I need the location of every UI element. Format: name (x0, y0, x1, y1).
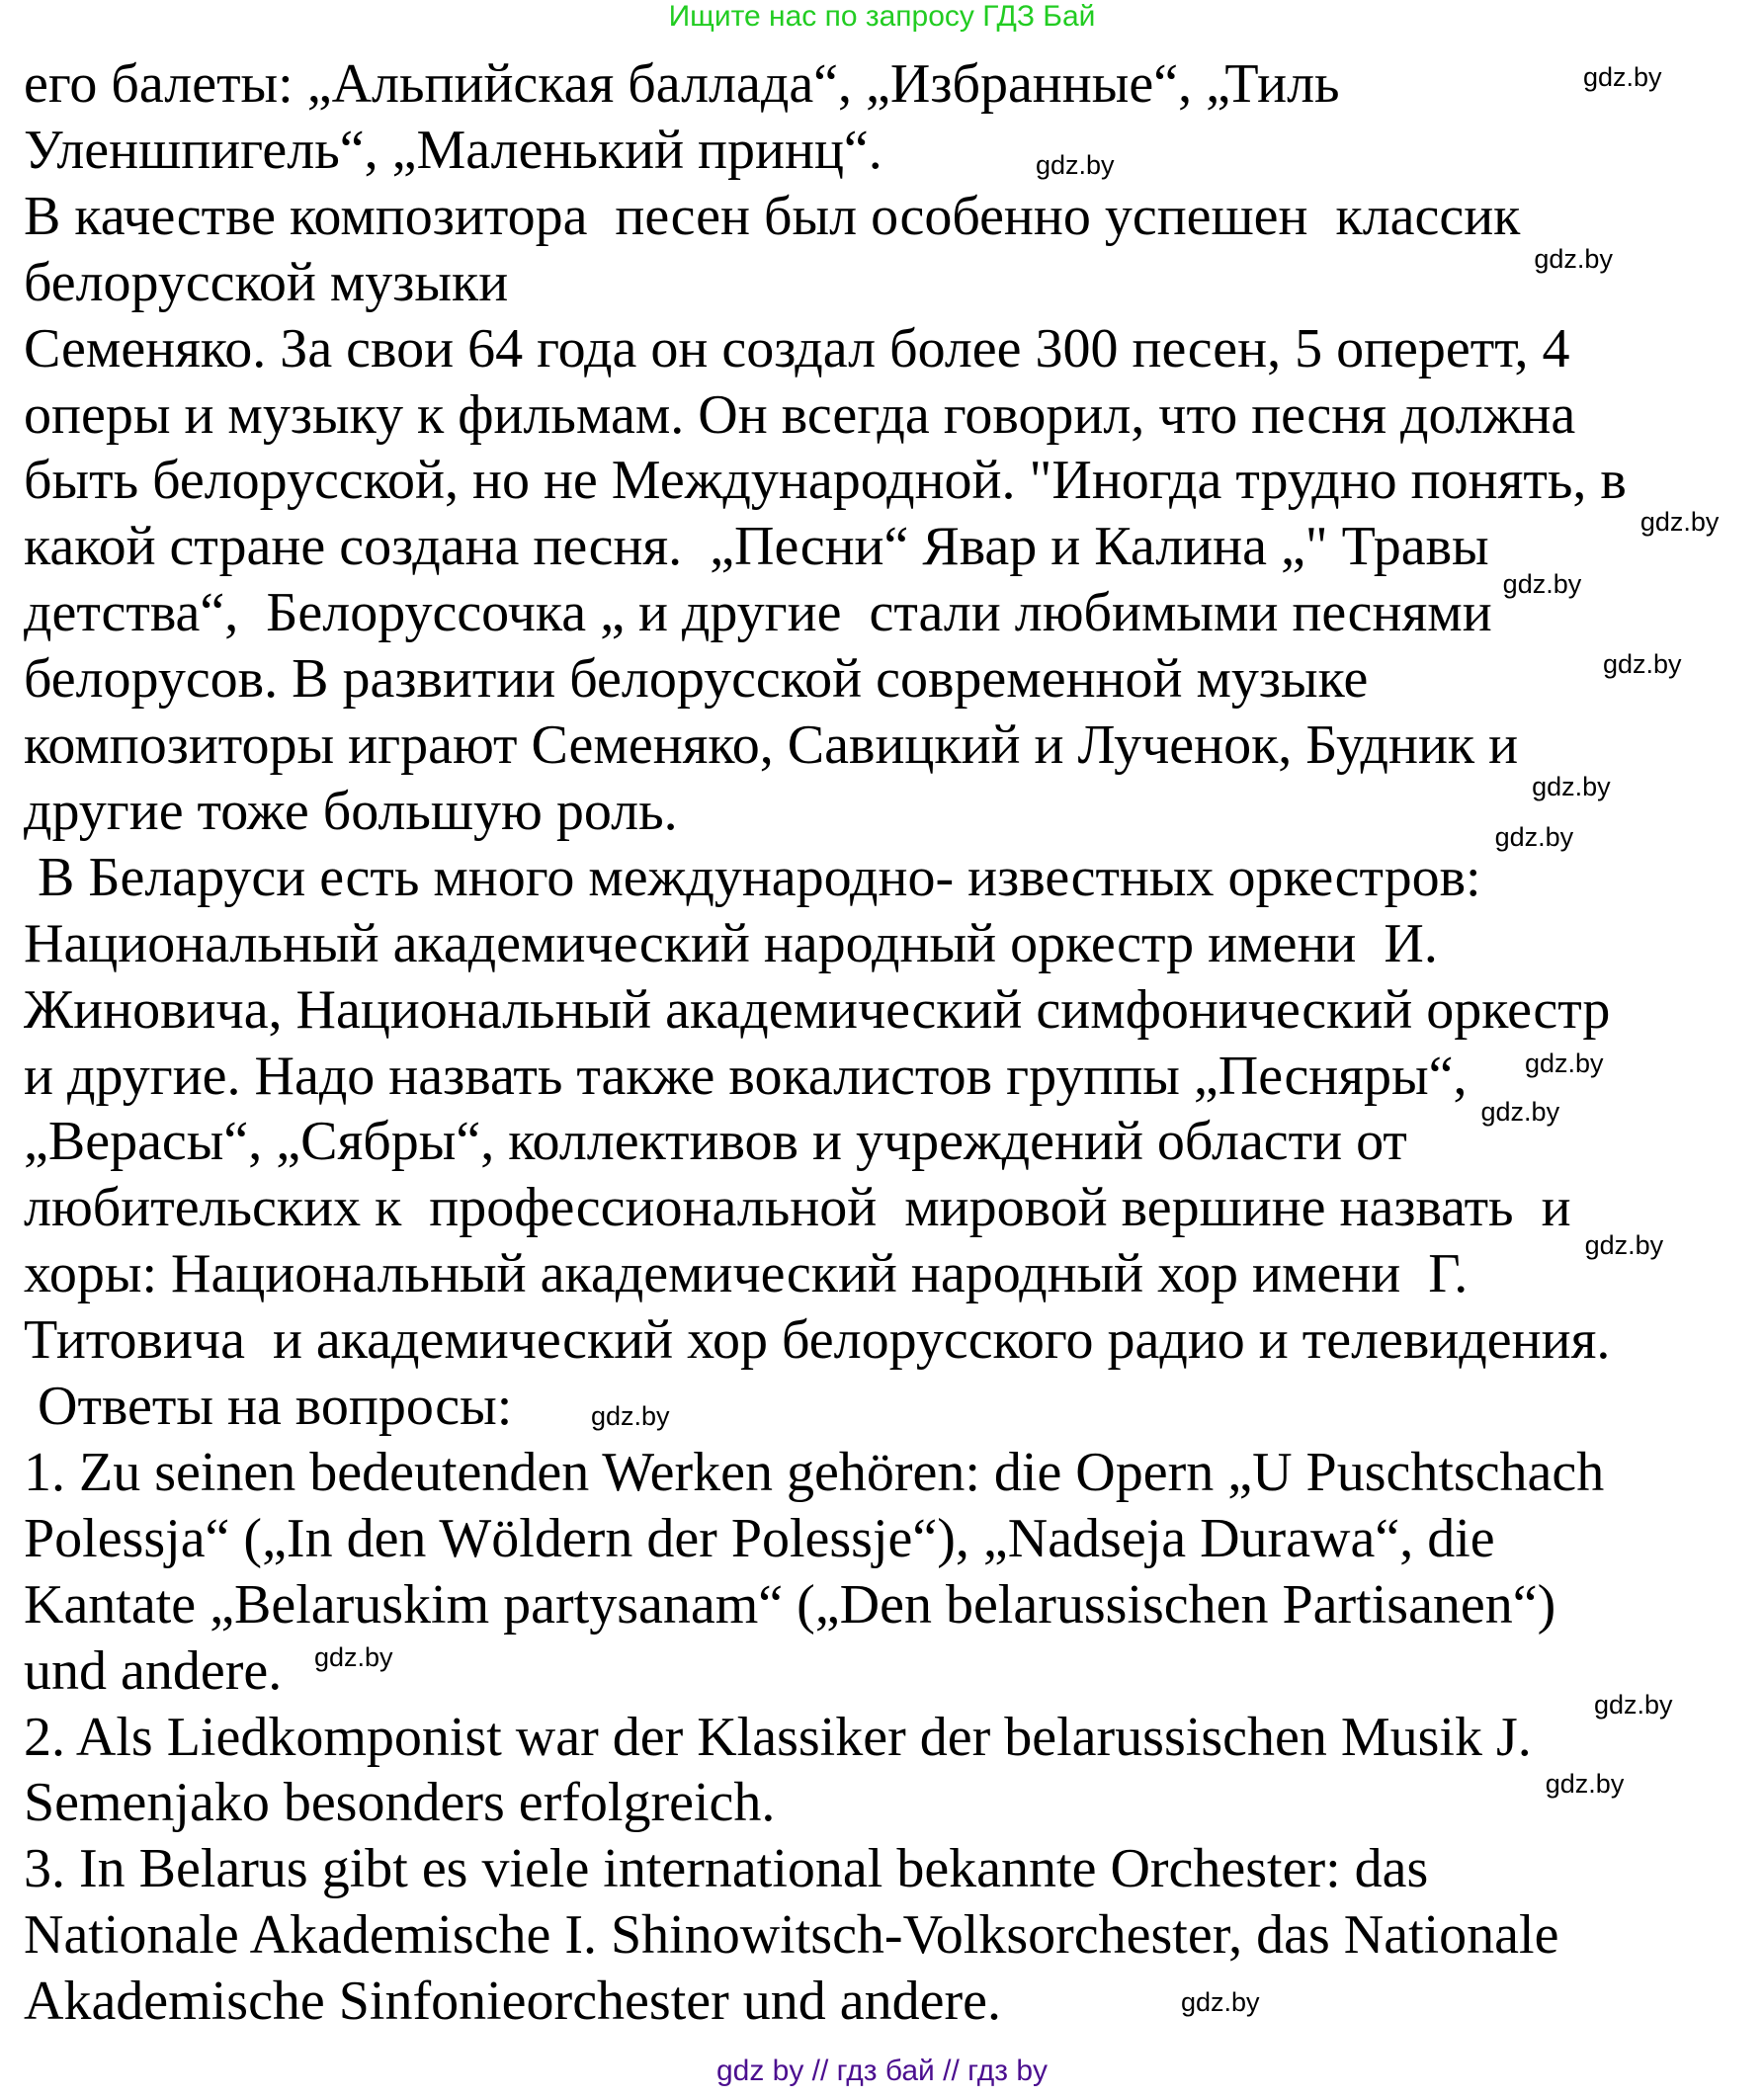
text-line: другие тоже большую роль. (24, 780, 678, 842)
text-line: любительских к профессиональной мировой вершине назвать и (24, 1177, 1571, 1239)
text-line: Семеняко. За свои 64 года он создал более 300 песен, 5 оперетт, 4 (24, 317, 1570, 379)
text-line: и другие. Надо назвать также вокалистов группы „Песняры“, (24, 1045, 1468, 1107)
gdz-watermark: gdz.by (1583, 62, 1662, 92)
gdz-watermark: gdz.by (1181, 1987, 1260, 2017)
text-line: его балеты: „Альпийская баллада“, „Избранные“, „Тиль (24, 53, 1340, 115)
text-line: композиторы играют Семеняко, Савицкий и Лученок, Будник и (24, 714, 1519, 776)
gdz-watermark: gdz.by (1603, 649, 1682, 679)
text-line: Титовича и академический хор белорусского радио и телевидения. (24, 1309, 1611, 1372)
text-line: белорусов. В развитии белорусской современной музыке (24, 648, 1369, 711)
text-line: Уленшпигель“, „Маленький принц“. (24, 119, 882, 181)
text-line: В Беларуси есть много международно- известных оркестров: (24, 846, 1481, 908)
gdz-watermark: gdz.by (1494, 822, 1574, 852)
search-hint-header: Ищите нас по запросу ГДЗ Бай (668, 0, 1096, 33)
gdz-watermark: gdz.by (591, 1401, 670, 1431)
text-line: 1. Zu seinen bedeutenden Werken gehören: die Opern „U Puschtschach (24, 1441, 1605, 1503)
text-line: Polessja“ („In den Wöldern der Polessje“), „Nadseja Durawa“, die (24, 1507, 1495, 1569)
text-line: Kantate „Belaruskim partysanam“ („Den belarussischen Partisanen“) (24, 1573, 1556, 1636)
text-line: быть белорусской, но не Международной. "Иногда трудно понять, в (24, 450, 1627, 512)
gdz-watermark: gdz.by (1036, 150, 1115, 180)
gdz-watermark: gdz.by (1594, 1690, 1673, 1720)
text-line: В качестве композитора песен был особенно успешен классик (24, 185, 1521, 247)
text-line: Semenjako besonders erfolgreich. (24, 1772, 776, 1834)
text-line: Жиновича, Национальный академический симфонический оркестр (24, 978, 1611, 1041)
text-line: хоры: Национальный академический народный хор имени Г. (24, 1243, 1469, 1305)
text-line: детства“, Белоруссочка „ и другие стали любимыми песнями (24, 582, 1492, 644)
gdz-watermark: gdz.by (1545, 1769, 1625, 1799)
text-line: оперы и музыку к фильмам. Он всегда говорил, что песня должна (24, 383, 1576, 446)
gdz-watermark: gdz.by (1639, 507, 1720, 537)
text-line: Ответы на вопросы: (24, 1376, 513, 1437)
text-line: белорусской музыки (24, 251, 509, 313)
text-line: 2. Als Liedkomponist war der Klassiker der belarussischen Musik J. (24, 1706, 1532, 1768)
footer-watermark: gdz by // гдз бай // гдз by (715, 2055, 1049, 2087)
gdz-watermark: gdz.by (1532, 772, 1611, 801)
text-line: Akademische Sinfonieorchester und andere. (24, 1971, 1001, 2033)
gdz-watermark: gdz.by (1525, 1049, 1604, 1078)
text-line: und andere. (24, 1639, 283, 1702)
gdz-watermark: gdz.by (1502, 569, 1582, 599)
text-line: какой стране создана песня. „Песни“ Явар и Калина „" Травы (24, 516, 1489, 578)
text-line: Национальный академический народный оркестр имени И. (24, 912, 1438, 974)
text-line: 3. In Belarus gibt es viele international bekannte Orchester: das (24, 1838, 1429, 1900)
gdz-watermark: gdz.by (1534, 244, 1613, 274)
gdz-watermark: gdz.by (314, 1642, 393, 1672)
gdz-watermark: gdz.by (1584, 1230, 1664, 1260)
text-line: „Верасы“, „Сябры“, коллективов и учреждений области от (24, 1111, 1407, 1173)
gdz-watermark: gdz.by (1480, 1097, 1560, 1127)
text-line: Nationale Akademische I. Shinowitsch-Volksorchester, das Nationale (24, 1904, 1559, 1967)
